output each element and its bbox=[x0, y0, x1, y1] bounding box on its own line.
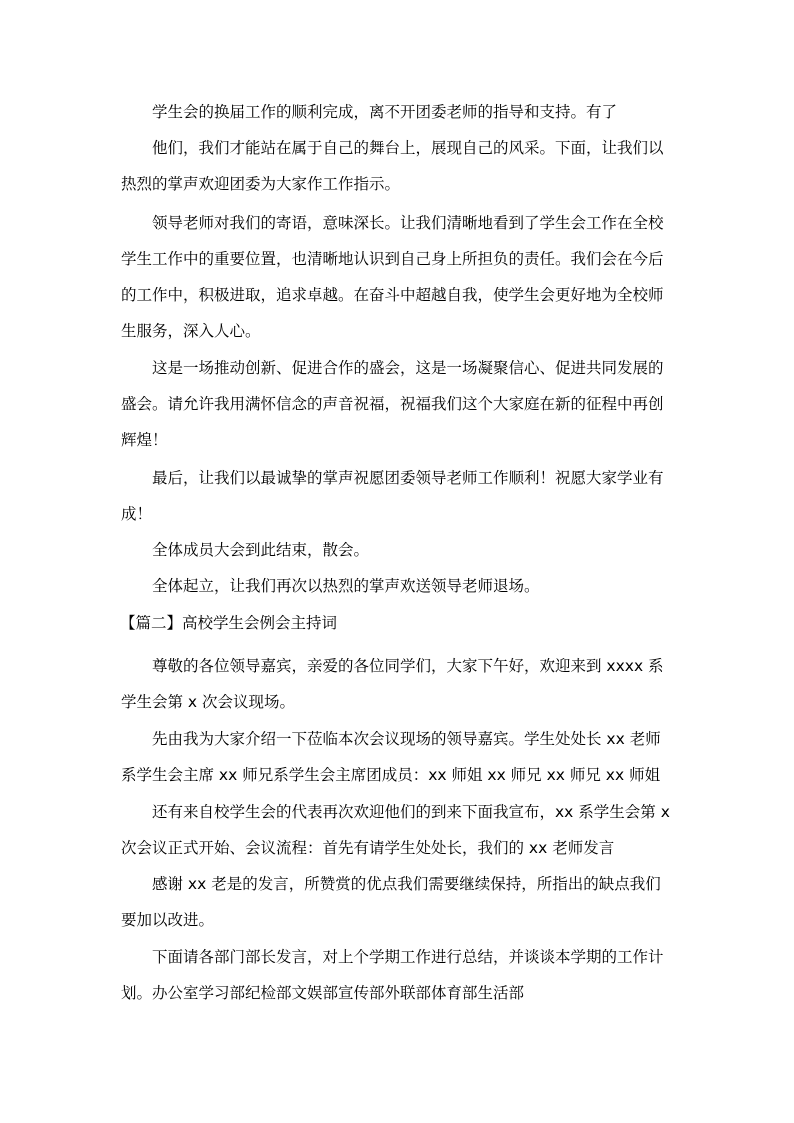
text-line: 热烈的掌声欢迎团委为大家作工作指示。 bbox=[121, 175, 401, 193]
text-line: 学生会的换届工作的顺利完成，离不开团委老师的指导和支持。有了 bbox=[152, 103, 618, 121]
text-line: 要加以改进。 bbox=[121, 911, 215, 929]
section-heading: 【篇二】高校学生会例会主持词 bbox=[120, 614, 338, 632]
text-line: 辉煌！ bbox=[121, 431, 168, 449]
text-line: 下面请各部门部长发言，对上个学期工作进行总结，并谈谈本学期的工作计 bbox=[152, 948, 664, 966]
text-line: 学生工作中的重要位置，也清晰地认识到自己身上所担负的责任。我们会在今后 bbox=[121, 250, 664, 268]
section-paragraph-3 bbox=[121, 794, 681, 866]
text-line: 先由我为大家介绍一下莅临本次会议现场的领导嘉宾。学生处处长 xx 老师 bbox=[152, 730, 661, 748]
text-line: 这是一场推动创新、促进合作的盛会，这是一场凝聚信心、促进共同发展的 bbox=[152, 359, 664, 377]
section-paragraph-1 bbox=[121, 648, 681, 720]
paragraph-3 bbox=[121, 205, 681, 349]
text-line: 系学生会主席 xx 师兄系学生会主席团成员：xx 师姐 xx 师兄 xx 师兄 xx 师姐 bbox=[121, 766, 661, 784]
text-line: 领导老师对我们的寄语，意味深长。让我们清晰地看到了学生会工作在全校 bbox=[152, 214, 664, 232]
text-line: 盛会。请允许我用满怀信念的声音祝福，祝福我们这个大家庭在新的征程中再创 bbox=[121, 395, 664, 413]
paragraph-5 bbox=[121, 460, 681, 532]
text-line: 次会议正式开始、会议流程：首先有请学生处处长，我们的 xx 老师发言 bbox=[121, 839, 615, 857]
text-line: 的工作中，积极进取，追求卓越。在奋斗中超越自我，使学生会更好地为全校师 bbox=[121, 286, 664, 304]
text-line: 全体成员大会到此结束，散会。 bbox=[152, 541, 370, 559]
text-line: 还有来自校学生会的代表再次欢迎他们的到来下面我宣布，xx 系学生会第 x bbox=[152, 803, 670, 821]
text-line: 尊敬的各位领导嘉宾，亲爱的各位同学们，大家下午好，欢迎来到 xxxx 系 bbox=[152, 657, 664, 675]
paragraph-7 bbox=[121, 568, 681, 604]
text-line: 感谢 xx 老是的发言，所赞赏的优点我们需要继续保持，所指出的缺点我们 bbox=[152, 875, 661, 893]
paragraph-2 bbox=[121, 130, 681, 202]
paragraph-1 bbox=[121, 94, 681, 130]
text-line: 成！ bbox=[121, 505, 153, 523]
paragraph-6 bbox=[121, 532, 681, 568]
text-line: 他们，我们才能站在属于自己的舞台上，展现自己的风采。下面，让我们以 bbox=[152, 139, 664, 157]
section-paragraph-4 bbox=[121, 866, 681, 938]
section-paragraph-5 bbox=[121, 939, 681, 1011]
paragraph-4 bbox=[121, 350, 681, 458]
text-line: 划。办公室学习部纪检部文娱部宣传部外联部体育部生活部 bbox=[121, 984, 525, 1002]
text-line: 生服务，深入人心。 bbox=[121, 322, 261, 340]
text-line: 最后，让我们以最诚挚的掌声祝愿团委领导老师工作顺利！祝愿大家学业有 bbox=[152, 469, 664, 487]
section-paragraph-2 bbox=[121, 721, 681, 793]
text-line: 学生会第 x 次会议现场。 bbox=[121, 693, 296, 711]
text-line: 全体起立，让我们再次以热烈的掌声欢送领导老师退场。 bbox=[152, 577, 540, 595]
